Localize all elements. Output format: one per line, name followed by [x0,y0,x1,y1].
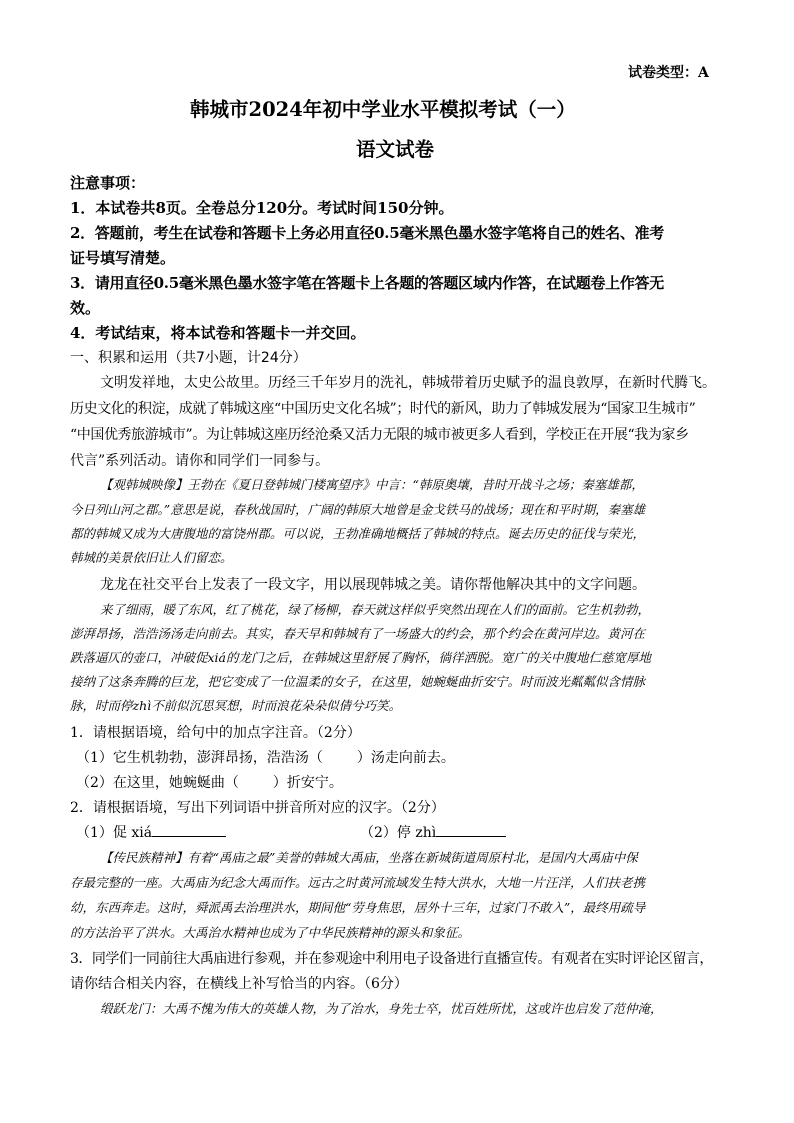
dragon-line-4: 接纳了这条奔腾的巨龙，把它变成了一位温柔的女子，在这里，她蜿蜒曲折安宁。时而波光粼粼似含情脉 [70,674,646,689]
heritage-line-4: 的方法治平了洪水。大禹治水精神也成为了中华民族精神的源头和象征。 [70,925,471,940]
q2-2-label: （2）停 zhì [360,825,437,841]
note-1: 1．本试卷共8页。全卷总分120分。考试时间150分钟。 [70,199,454,217]
intro-line-1: 文明发祥地，太史公故里。历经三千年岁月的洗礼，韩城带着历史赋予的温良敦厚，在新时代腾飞。 [100,375,716,391]
exam-title: 韩城市2024年初中学业水平模拟考试（一） [190,98,576,121]
dragon-line-1: 来了细雨，暖了东风，红了桃花，绿了杨柳，春天就这样似乎突然出现在人们的面前。它生机勃勃， [100,602,651,617]
note-3-line-1: 3．请用直径0.5毫米黑色墨水签字笔在答题卡上各题的答题区域内作答，在试题卷上作答无 [70,274,664,292]
note-2-line-2: 证号填写清楚。 [70,249,176,267]
q1-2-before: （2）在这里，她蜿蜒曲（ [76,775,239,791]
note-4: 4．考试结束，将本试卷和答题卡一并交回。 [70,324,366,342]
dragon-line-2: 澎湃昂扬，浩浩汤汤走向前去。其实，春天早和韩城有了一场盛大的约会，那个约会在黄河岸边。黄河在 [70,626,646,641]
note-3-line-2: 效。 [70,299,101,317]
question-2-part-2 [360,822,506,842]
question-3-line-1: 3．同学们一同前往大禹庙进行参观，并在参观途中利用电子设备进行直播宣传。有观者在实时评论区留言， [70,951,713,967]
intro-line-4: 代言”系列活动。请你和同学们一同参与。 [70,453,330,469]
q2-2-answer-blank[interactable] [436,822,506,837]
mien-line-4: 韩城的美景依旧让人们留恋。 [70,550,233,565]
intro-line-2: 历史文化的积淀，成就了韩城这座“中国历史文化名城”；时代的新风，助力了韩城发展为“国家卫生城市” [70,401,696,417]
q1-2-after: ）折安宁。 [272,775,343,791]
q2-1-label: （1）促 xiá [76,825,153,841]
mien-line-2: 今日列山河之郡。”意思是说，春秋战国时，广阔的韩原大地曾是金戈铁马的战场；现在和平时期，秦塞雄 [70,502,646,517]
question-1-part-2 [76,772,343,792]
heritage-line-3: 幼，东西奔走。这时，舜派禹去治理洪水，期间他“劳身焦思，居外十三年，过家门不敢入”，最终用疏导 [70,900,646,915]
question-2: 2．请根据语境，写出下列词语中拼音所对应的汉字。（2分） [70,800,445,816]
heritage-line-2: 存最完整的一座。大禹庙为纪念大禹而作。远古之时黄河流域发生特大洪水，大地一片汪洋，人们扶老携 [70,875,646,890]
mien-line-3: 都的韩城又成为大唐腹地的富饶州郡。可以说，王勃准确地概括了韩城的特点。诞去历史的征伐与荣光， [70,526,646,541]
question-3-line-2: 请你结合相关内容，在横线上补写恰当的内容。（6分） [70,976,408,992]
q2-1-answer-blank[interactable] [152,822,226,837]
question-1: 1．请根据语境，给句中的加点字注音。（2分） [70,725,361,741]
heritage-line-1: 【传民族精神】有着“禹庙之最”美誉的韩城大禹庙，坐落在新城街道周原村北，是国内大禹庙中保 [100,850,638,865]
question-2-part-1 [76,822,226,842]
exam-subtitle: 语文试卷 [356,138,435,161]
paper-type-label: 试卷类型：A [628,65,709,81]
q1-1-after: ）汤走向前去。 [356,750,455,766]
dragon-line-5: 脉，时而停zhì不前似沉思冥想，时而浪花朵朵似倩兮巧笑。 [70,698,402,713]
note-2-line-1: 2．答题前，考生在试卷和答题卡上务必用直径0.5毫米黑色墨水签字笔将自己的姓名、准考 [70,224,664,242]
notes-heading: 注意事项： [70,174,146,192]
section-1-heading: 一、积累和运用（共7小题，计24分） [70,350,307,366]
intro-line-3: “中国优秀旅游城市”。为让韩城这座历经沧桑又活力无限的城市被更多人看到，学校正在开展“我为家乡 [70,427,689,443]
mien-line-1: 【观韩城映像】王勃在《夏日登韩城门楼寓望序》中言：“韩原奥壤，昔时开战斗之场；秦塞雄都， [100,477,644,492]
q1-1-before: （1）它生机勃勃，澎湃昂扬，浩浩汤（ [76,750,323,766]
viewer-comment: 缎跃龙门：大禹不愧为伟大的英雄人物，为了治水，身先士卒，忧百姓所忧，这或许也启发了范仲淹， [100,1001,663,1016]
question-1-part-1 [76,747,455,767]
dragon-line-3: 跌落逼仄的壶口，冲破促xiá的龙门之后，在韩城这里舒展了胸怀，徜徉洒脱。宽广的关中腹地仁慈宽厚地 [70,650,652,665]
dragon-intro: 龙龙在社交平台上发表了一段文字，用以展现韩城之美。请你帮他解决其中的文字问题。 [100,577,646,593]
